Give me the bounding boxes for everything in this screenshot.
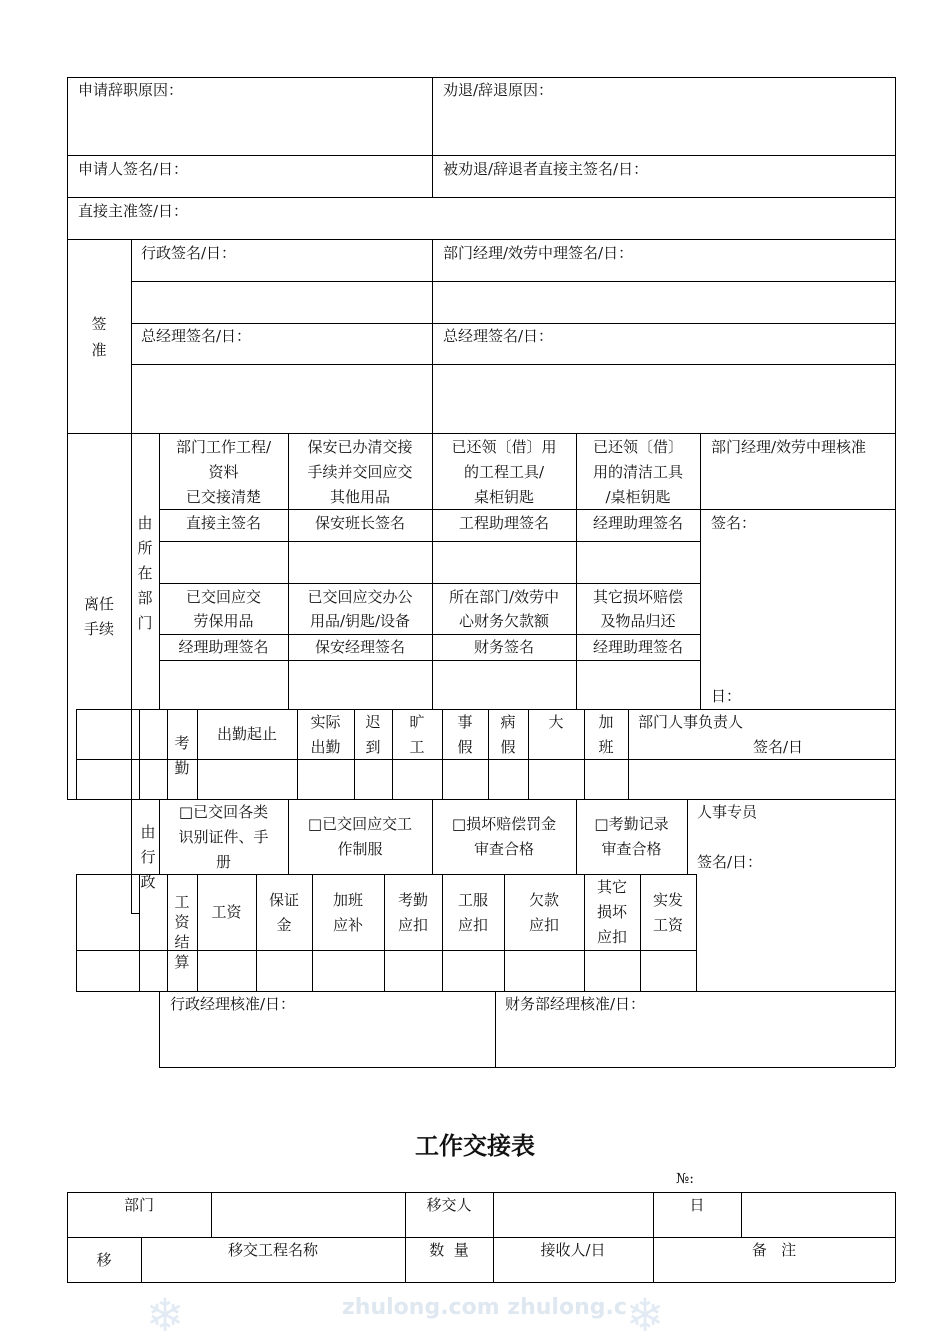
hr-head-sign-label: 部门人事负责人 <box>638 713 744 731</box>
resign-reason-label: 申请辞职原因： <box>78 81 184 99</box>
attendance-header: 假 <box>457 738 473 756</box>
by-dept-char: 部 <box>137 589 153 607</box>
supervisor-approve-label: 直接主准签/日： <box>78 202 189 220</box>
dept-sign-cell: 财务签名 <box>473 638 534 656</box>
procedures-label-1: 离任 <box>83 595 114 613</box>
dept-item-cell: 用品/钥匙/设备 <box>309 612 411 630</box>
admin-manager-approve-label: 行政经理核准/日： <box>170 995 296 1013</box>
attendance-header: 出勤起止 <box>216 725 277 743</box>
dept-sign-cell: 经理助理签名 <box>178 638 269 656</box>
admin-item-cell: 识别证件、手 <box>178 828 269 846</box>
attendance-header: 加 <box>598 713 614 731</box>
col-transfer: 移 <box>96 1251 112 1269</box>
attendance-char: 考 <box>174 734 190 752</box>
attendance-header: 出勤 <box>310 738 341 756</box>
dept-item-cell: 其他用品 <box>329 488 390 506</box>
by-admin-char: 行 <box>140 848 156 866</box>
dept-item-cell: 已还领〔借〕用 <box>451 438 557 456</box>
dept-sign-cell: 直接主签名 <box>185 514 261 532</box>
salary-char: 工 <box>174 893 190 911</box>
admin-sign-label: 行政签名/日： <box>141 244 237 262</box>
dept-item-cell: 用的清洁工具 <box>592 463 683 481</box>
salary-header: 应扣 <box>457 916 488 934</box>
salary-header: 损坏 <box>596 903 627 921</box>
watermark-text: zhulong.com zhulong.c <box>342 1295 627 1320</box>
approval-label-2: 准 <box>91 341 107 359</box>
dept-item-cell: 的工程工具/ <box>463 463 545 481</box>
by-dept-char: 门 <box>137 614 153 632</box>
salary-header: 其它 <box>596 878 627 896</box>
attendance-header: 迟 <box>365 713 381 731</box>
dept-label: 部门 <box>123 1196 154 1214</box>
col-receiver: 接收人/日 <box>540 1241 606 1259</box>
attendance-header: 旷 <box>409 713 425 731</box>
admin-item-cell: □损坏赔偿罚金 <box>451 815 557 833</box>
handover-title: 工作交接表 <box>415 1132 535 1160</box>
col-remark: 备 注 <box>751 1241 797 1259</box>
salary-header: 工服 <box>457 891 488 909</box>
salary-char: 资 <box>174 913 190 931</box>
by-dept-char: 由 <box>137 514 153 532</box>
dept-item-cell: 及物品归还 <box>600 612 676 630</box>
salary-header: 保证 <box>268 891 299 909</box>
attendance-header: 实际 <box>310 713 341 731</box>
col-quantity: 数 量 <box>429 1241 469 1259</box>
admin-item-cell: □考勤记录 <box>594 815 669 833</box>
attendance-char: 勤 <box>174 759 190 777</box>
dept-item-cell: 部门工作工程/ <box>175 438 272 456</box>
by-admin-char: 由 <box>140 823 156 841</box>
by-dept-char: 所 <box>137 539 153 557</box>
approval-label-1: 签 <box>91 315 107 333</box>
salary-header: 工资 <box>211 903 242 921</box>
attendance-header: 工 <box>409 738 425 756</box>
col-project-name: 移交工程名称 <box>227 1241 318 1259</box>
salary-header: 考勤 <box>397 891 428 909</box>
sign-label: 签名： <box>711 514 757 532</box>
attendance-header: 假 <box>500 738 516 756</box>
day-label: 日 <box>689 1196 705 1214</box>
dept-sign-cell: 保安班长签名 <box>314 514 405 532</box>
attendance-header: 病 <box>500 713 516 731</box>
by-dept-char: 在 <box>137 564 153 582</box>
salary-header: 应扣 <box>596 928 627 946</box>
finance-manager-approve-label: 财务部经理核准/日： <box>505 995 646 1013</box>
dept-manager-sign-label: 部门经理/效劳中理签名/日： <box>443 244 634 262</box>
watermark-snowflake-icon: ❄ <box>145 1288 185 1342</box>
salary-header: 应扣 <box>397 916 428 934</box>
dept-item-cell: 已交接清楚 <box>185 488 261 506</box>
hr-specialist-label: 人事专员 <box>697 803 758 821</box>
salary-char: 结 <box>174 933 190 951</box>
dept-item-cell: 资料 <box>208 463 239 481</box>
salary-header: 应扣 <box>528 916 559 934</box>
applicant-sign-label: 申请人签名/日： <box>78 160 189 178</box>
dept-sign-cell: 经理助理签名 <box>592 638 683 656</box>
procedures-label-2: 手续 <box>83 620 114 638</box>
salary-header: 金 <box>276 916 292 934</box>
dept-item-cell: 手续并交回应交 <box>307 463 413 481</box>
salary-header: 工资 <box>652 916 683 934</box>
dismissed-supervisor-sign-label: 被劝退/辞退者直接主签名/日： <box>443 160 649 178</box>
dept-sign-cell: 工程助理签名 <box>458 514 549 532</box>
gm-sign-right-label: 总经理签名/日： <box>443 327 554 345</box>
dept-item-cell: 所在部门/效劳中 <box>448 588 560 606</box>
salary-header: 加班 <box>332 891 363 909</box>
attendance-header: 班 <box>598 738 614 756</box>
dept-item-cell: 其它损坏赔偿 <box>592 588 683 606</box>
admin-item-cell: 作制服 <box>337 840 383 858</box>
dept-sign-cell: 经理助理签名 <box>592 514 683 532</box>
transferor-label: 移交人 <box>426 1196 472 1214</box>
dept-item-cell: /桌柜钥匙 <box>605 488 671 506</box>
admin-item-cell: 审查合格 <box>601 840 662 858</box>
admin-item-cell: 审查合格 <box>473 840 534 858</box>
dept-item-cell: 保安已办清交接 <box>307 438 413 456</box>
admin-item-cell: □已交回应交工 <box>307 815 413 833</box>
attendance-header: 到 <box>365 738 381 756</box>
number-label: №: <box>676 1171 694 1187</box>
admin-item-cell: □已交回各类 <box>178 803 269 821</box>
gm-sign-left-label: 总经理签名/日： <box>141 327 252 345</box>
watermark-snowflake-icon: ❄ <box>625 1288 665 1342</box>
dept-sign-cell: 保安经理签名 <box>314 638 405 656</box>
admin-item-cell: 册 <box>215 853 231 871</box>
salary-char: 算 <box>174 953 190 971</box>
hr-head-sign-date-label: 签名/日 <box>753 738 804 756</box>
dept-item-cell: 心财务欠款额 <box>458 612 549 630</box>
dept-item-cell: 已交回应交 <box>185 588 261 606</box>
salary-header: 实发 <box>652 891 683 909</box>
dept-item-cell: 桌柜钥匙 <box>473 488 534 506</box>
dismiss-reason-label: 劝退/辞退原因： <box>443 81 554 99</box>
dept-item-cell: 已交回应交办公 <box>307 588 413 606</box>
date-label: 日： <box>711 687 742 705</box>
attendance-header: 大 <box>548 713 564 731</box>
hr-specialist-sign-label: 签名/日： <box>697 853 763 871</box>
dept-item-cell: 劳保用品 <box>193 612 254 630</box>
by-admin-char: 政 <box>140 873 156 891</box>
salary-header: 应补 <box>332 916 363 934</box>
dept-manager-approve-label: 部门经理/效劳中理核准 <box>711 438 867 456</box>
attendance-header: 事 <box>457 713 473 731</box>
salary-header: 欠款 <box>528 891 559 909</box>
dept-item-cell: 已还领〔借〕 <box>592 438 683 456</box>
